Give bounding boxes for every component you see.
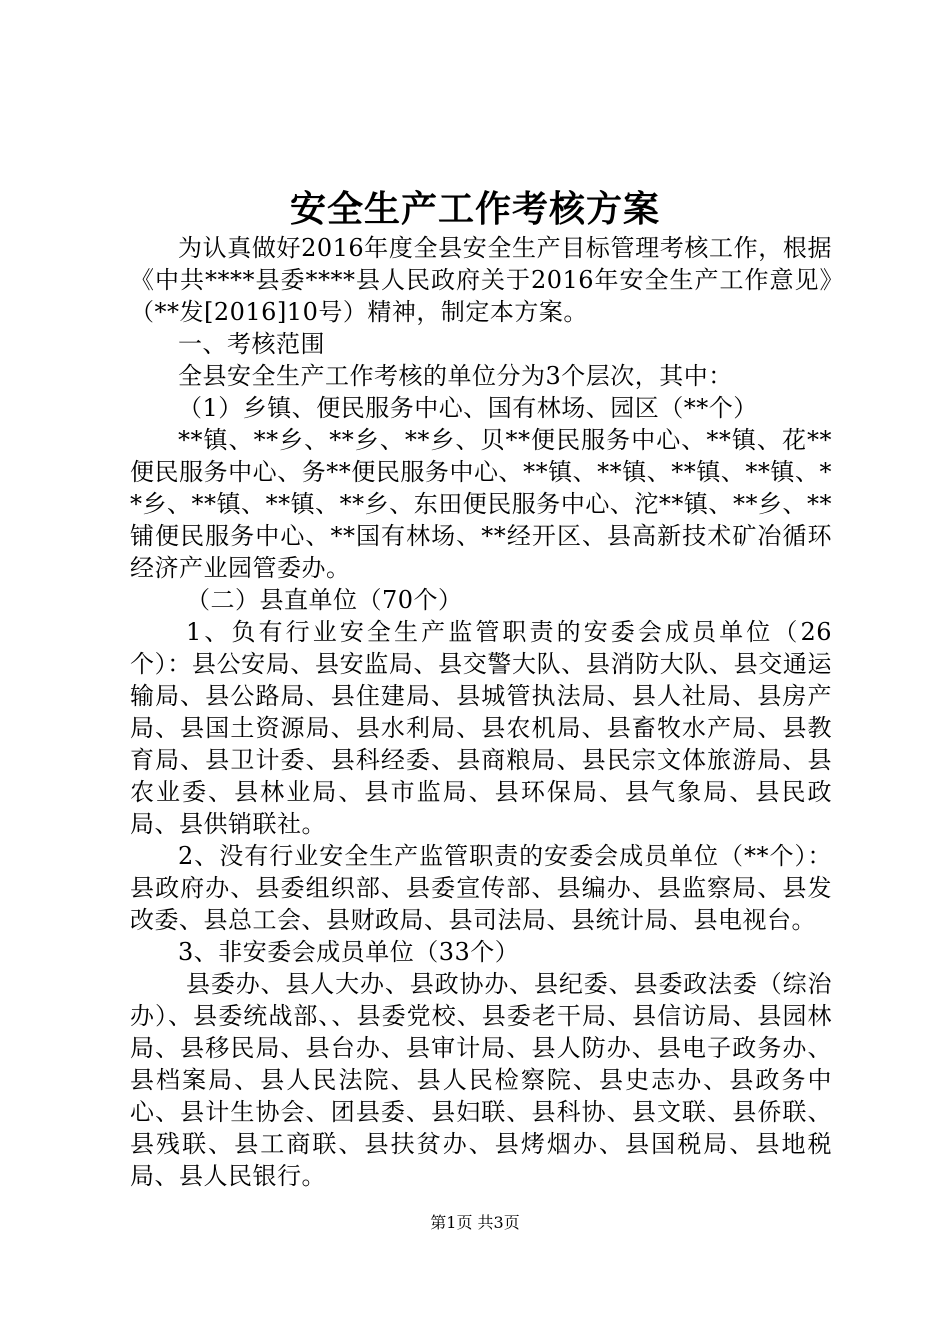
body-paragraph: 1、负有行业安全生产监管职责的安委会成员单位（26个）：县公安局、县安监局、县交警大队、县消防大队、县交通运输局、县公路局、县住建局、县城管执法局、县人社局、县房产局、县国土资源局、县水利局、县农机局、县畜牧水产局、县教育局、县卫计委、县科经委、县商粮局、县民宗文体旅游局、县农业委、县林业局、县市监局、县环保局、县气象局、县民政局、县供销联社。 — [130, 618, 832, 838]
body-paragraph: **镇、**乡、**乡、**乡、贝**便民服务中心、**镇、花**便民服务中心、务**便民服务中心、**镇、**镇、**镇、**镇、**乡、**镇、**镇、**乡、东田便民服务中心、沱**镇、**乡、**铺便民服务中心、**国有林场、**经开区、县高新技术矿冶循环经济产业园管委办。 — [130, 426, 832, 582]
section-heading: 一、考核范围 — [178, 330, 325, 358]
subsection-heading: （1）乡镇、便民服务中心、国有林场、园区（**个） — [178, 394, 758, 422]
intro-paragraph: 为认真做好2016年度全县安全生产目标管理考核工作，根据《中共****县委****县人民政府关于2016年安全生产工作意见》（**发[2016]10号）精神，制定本方案。 — [130, 234, 832, 326]
document-title: 安全生产工作考核方案 — [289, 188, 660, 230]
page-number-footer: 第1页 共3页 — [430, 1213, 520, 1232]
subsection-heading: （二）县直单位（70个） — [186, 586, 463, 614]
body-paragraph: 县委办、县人大办、县政协办、县纪委、县委政法委（综治办）、县委统战部、、县委党校、县委老干局、县信访局、县园林局、县移民局、县台办、县审计局、县人防办、县电子政务办、县档案局、县人民法院、县人民检察院、县史志办、县政务中心、县计生协会、团县委、县妇联、县科协、县文联、县侨联、县残联、县工商联、县扶贫办、县烤烟办、县国税局、县地税局、县人民银行。 — [130, 970, 832, 1190]
body-paragraph: 全县安全生产工作考核的单位分为3个层次，其中： — [178, 362, 733, 390]
document-body — [130, 232, 832, 1192]
subsection-heading: 3、非安委会成员单位（33个） — [178, 938, 520, 966]
body-paragraph: 2、没有行业安全生产监管职责的安委会成员单位（**个）：县政府办、县委组织部、县委宣传部、县编办、县监察局、县发改委、县总工会、县财政局、县司法局、县统计局、县电视台。 — [130, 842, 832, 934]
